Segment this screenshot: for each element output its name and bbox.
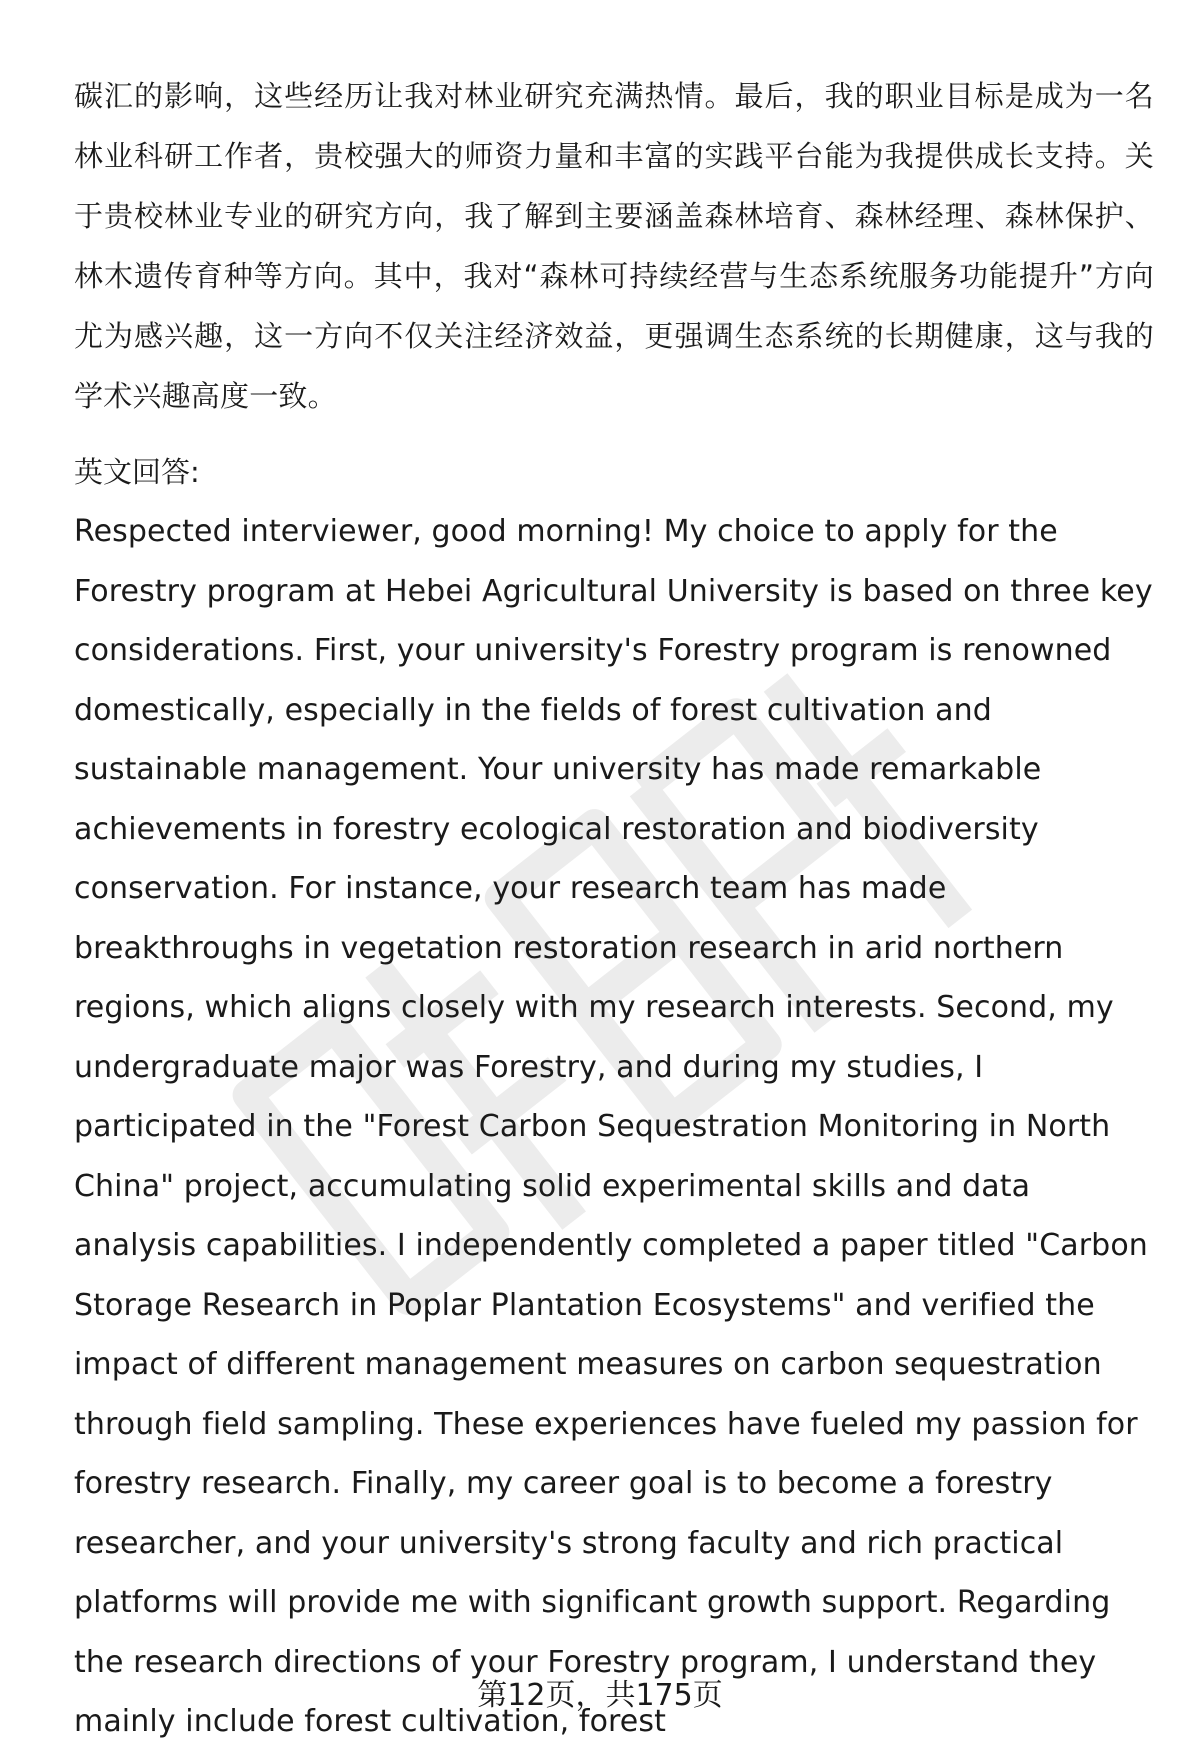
- english-answer-paragraph: Respected interviewer, good morning! My choice to apply for the Forestry program at Hebei Agricultural University is based on three key considerations. First, your university's Forestry program is renowned domestically, especially in the fields of forest cultivation and sustainable management. Your university has made remarkable achievements in forestry ecological restoration and biodiversity conservation. For instance, your research team has made breakthroughs in vegetation restoration research in arid northern regions, which aligns closely with my research interests. Second, my undergraduate major was Forestry, and during my studies, I participated in the "Forest Carbon Sequestration Monitoring in North China" project, accumulating solid experimental skills and data analysis capabilities. I independently completed a paper titled "Carbon Storage Research in Poplar Plantation Ecosystems" and verified the impact of different management measures on carbon sequestration through field sampling. These experiences have fueled my passion for forestry research. Finally, my career goal is to become a forestry researcher, and your university's strong faculty and rich practical platforms will provide me with significant growth support. Regarding the research directions of your Forestry program, I understand they mainly include forest cultivation, forest: [74, 514, 1153, 1739]
- document-body: [74, 66, 1154, 1752]
- chinese-answer-paragraph: 碳汇的影响，这些经历让我对林业研究充满热情。最后，我的职业目标是成为一名林业科研工作者，贵校强大的师资力量和丰富的实践平台能为我提供成长支持。关于贵校林业专业的研究方向，我了解到主要涵盖森林培育、森林经理、森林保护、林木遗传育种等方向。其中，我对“森林可持续经营与生态系统服务功能提升”方向尤为感兴趣，这一方向不仅关注经济效益，更强调生态系统的长期健康，这与我的学术兴趣高度一致。: [74, 79, 1154, 413]
- page-number-footer: 第12页，共175页: [477, 1678, 723, 1713]
- english-answer-label: 英文回答:: [74, 455, 200, 489]
